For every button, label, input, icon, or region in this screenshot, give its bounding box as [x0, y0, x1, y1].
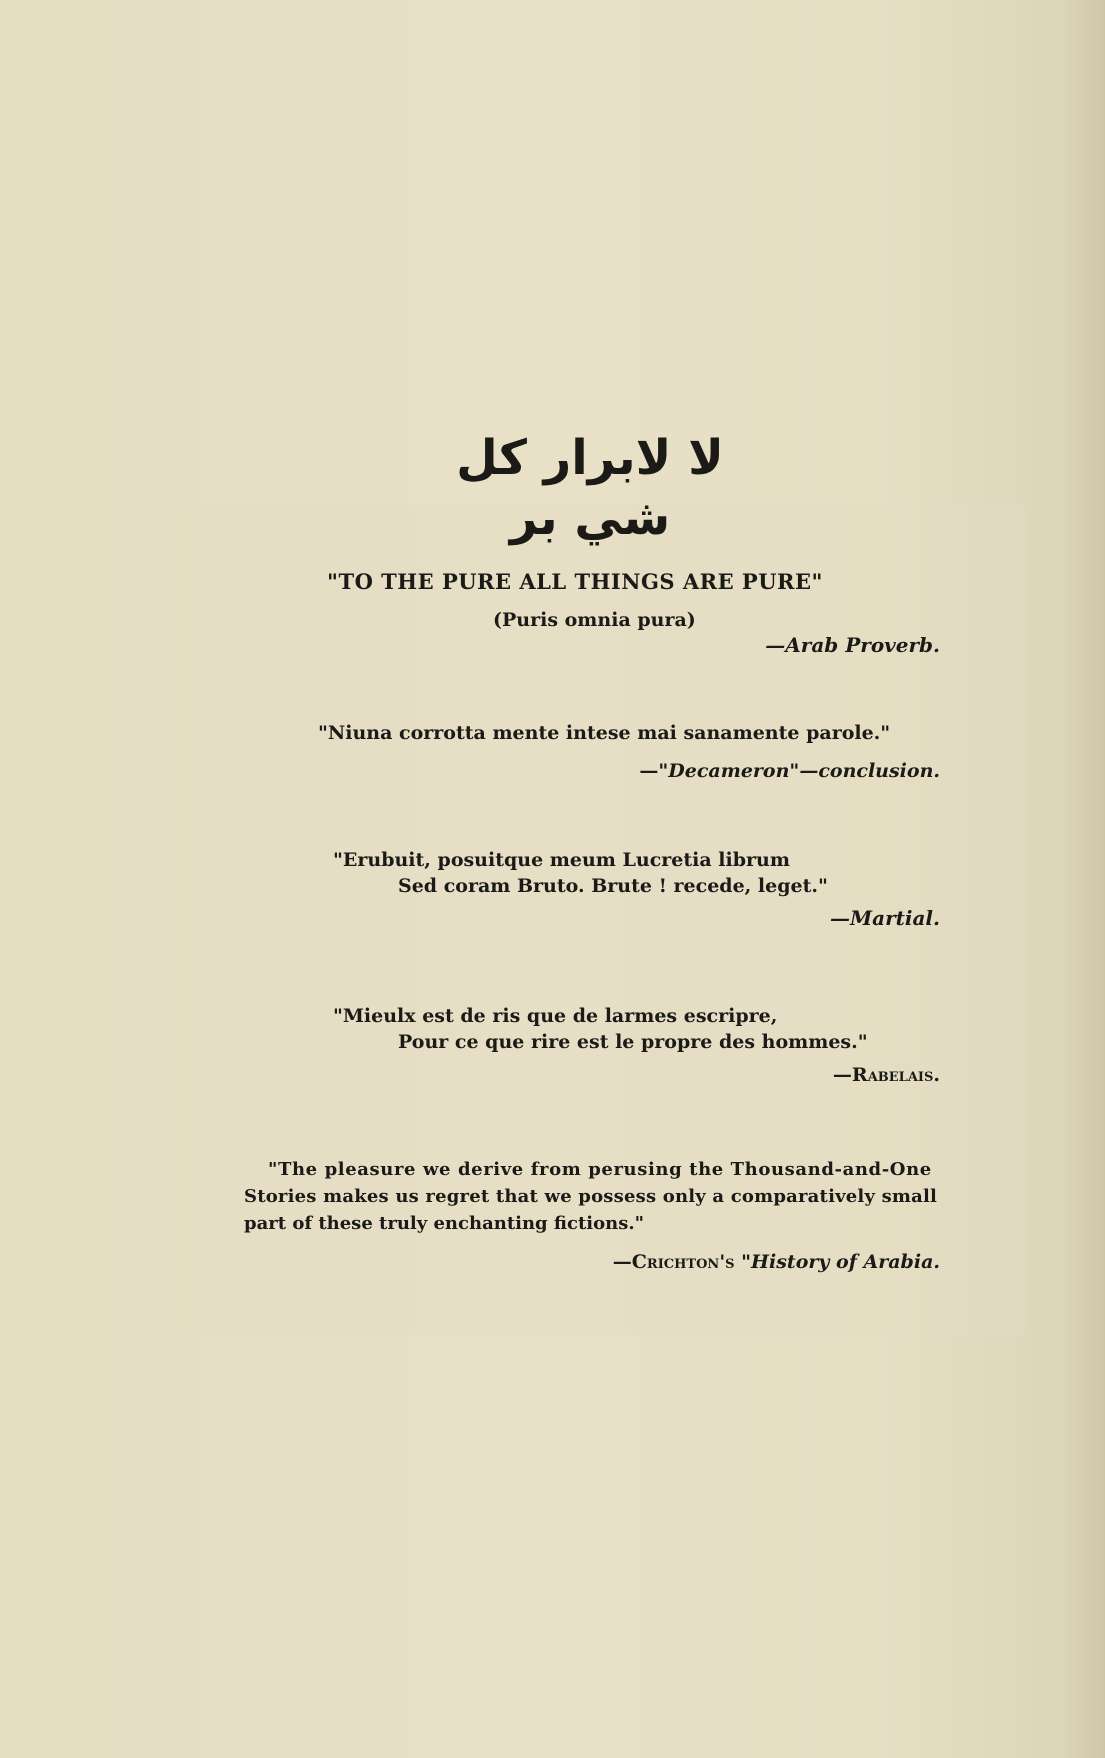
crichton-attribution-title: "History of Arabia. — [741, 1251, 940, 1273]
crichton-line-3: part of these truly enchanting fictions." — [244, 1213, 644, 1234]
crichton-attribution-author: —Crichton's — [612, 1251, 735, 1273]
rabelais-attribution: —Rabelais. — [832, 1064, 940, 1086]
crichton-attribution — [520, 1250, 940, 1274]
proverb-latin: (Puris omnia pura) — [493, 609, 696, 631]
martial-line-2: Sed coram Bruto. Brute ! recede, leget." — [398, 875, 828, 897]
decameron-attribution-prefix: —" — [639, 760, 669, 782]
decameron-attribution-suffix: "—conclusion. — [789, 760, 940, 782]
martial-attribution: —Martial. — [830, 906, 940, 930]
decameron-attribution-title: Decameron — [668, 760, 790, 782]
martial-line-1: "Erubuit, posuitque meum Lucretia librum — [333, 849, 790, 871]
rabelais-line-1: "Mieulx est de ris que de larmes escripre, — [333, 1005, 778, 1027]
decameron-quote: "Niuna corrotta mente intese mai sanamente parole." — [318, 722, 891, 744]
decameron-attribution — [540, 759, 940, 783]
rabelais-line-2: Pour ce que rire est le propre des hommes." — [398, 1031, 868, 1053]
crichton-line-2: Stories makes us regret that we possess only a comparatively small — [244, 1186, 938, 1207]
proverb-attribution: —Arab Proverb. — [765, 633, 940, 657]
crichton-line-1: "The pleasure we derive from perusing the Thousand-and-One — [268, 1159, 932, 1180]
arabic-proverb: لا لابرار كل شي بر — [456, 430, 724, 546]
proverb-quote: "TO THE PURE ALL THINGS ARE PURE" — [327, 569, 823, 594]
